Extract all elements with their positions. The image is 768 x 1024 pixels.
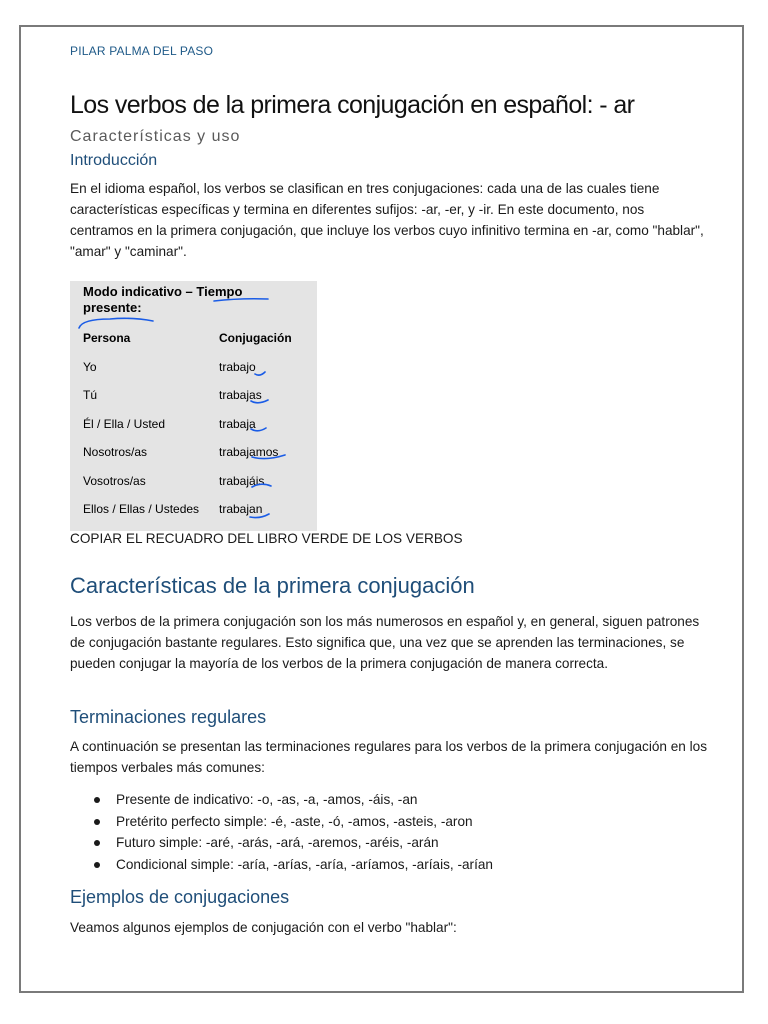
list-item: Futuro simple: -aré, -arás, -ará, -aremos, -aréis, -arán	[116, 832, 493, 854]
table-cell-persona: Vosotros/as	[83, 474, 146, 488]
table-cell-conjugacion: trabaja	[219, 417, 256, 431]
intro-paragraph: En el idioma español, los verbos se clasifican en tres conjugaciones: cada una de las cuales tiene características específicas y termina en diferentes sufijos: -ar, -er, y -ir. En este documento, nos centramos en la primera conjugación, que incluye los verbos cuyo infinitivo termina en -ar, como "hablar", "amar" y "caminar".	[70, 181, 704, 259]
underline-ending-as	[251, 400, 268, 403]
table-title-line-1: Modo indicativo – Tiempo	[83, 284, 243, 299]
table-cell-conjugacion: trabajan	[219, 502, 263, 516]
table-cell-persona: Tú	[83, 388, 98, 402]
table-cell-conjugacion: trabajas	[219, 388, 262, 402]
section-heading-caracteristicas: Características de la primera conjugación	[70, 573, 475, 598]
section-paragraph-caracteristicas: Los verbos de la primera conjugación son los más numerosos en español y, en general, siguen patrones de conjugación bastante regulares. Esto significa que, una vez que se aprenden las terminaciones, se pueden conjugar la mayoría de los verbos de la primera conjugación de manera correcta.	[70, 614, 700, 671]
table-cell-persona: Nosotros/as	[83, 445, 148, 459]
document-page	[19, 25, 744, 993]
underline-tiempo	[214, 299, 268, 301]
conjugation-table-image	[70, 281, 317, 531]
list-item: Condicional simple: -aría, -arías, -aría, -aríamos, -aríais, -arían	[116, 854, 493, 876]
table-cell-conjugacion: trabajáis	[219, 474, 265, 488]
table-header-conjugacion: Conjugación	[219, 331, 292, 345]
underline-presente	[79, 318, 153, 328]
author-name: PILAR PALMA DEL PASO	[70, 44, 214, 58]
table-cell-conjugacion: trabajamos	[219, 445, 279, 459]
document-subtitle: Características y uso	[70, 128, 241, 145]
underline-ending-ais	[252, 484, 271, 487]
intro-heading: Introducción	[70, 152, 158, 169]
table-cell-persona: Ellos / Ellas / Ustedes	[83, 502, 200, 516]
table-caption: COPIAR EL RECUADRO DEL LIBRO VERDE DE LOS VERBOS	[70, 531, 463, 546]
underline-ending-a	[251, 428, 266, 431]
list-item: Pretérito perfecto simple: -é, -aste, -ó, -amos, -asteis, -aron	[116, 811, 493, 833]
underline-ending-amos	[252, 455, 285, 459]
list-item: Presente de indicativo: -o, -as, -a, -amos, -áis, -an	[116, 789, 493, 811]
examples-paragraph: Veamos algunos ejemplos de conjugación con el verbo "hablar":	[70, 920, 457, 935]
underline-ending-o	[255, 372, 265, 375]
examples-heading: Ejemplos de conjugaciones	[70, 887, 290, 907]
table-title-line-2: presente:	[83, 300, 142, 315]
endings-paragraph: A continuación se presentan las terminaciones regulares para los verbos de la primera conjugación en los tiempos verbales más comunes:	[70, 739, 708, 775]
table-cell-persona: Él / Ella / Usted	[83, 417, 166, 431]
table-cell-conjugacion: trabajo	[219, 360, 256, 374]
endings-list	[70, 789, 493, 875]
underline-ending-an	[250, 514, 269, 518]
handwritten-underlines	[70, 281, 317, 531]
table-header-persona: Persona	[83, 331, 131, 345]
endings-heading: Terminaciones regulares	[70, 707, 267, 727]
document-title: Los verbos de la primera conjugación en español: - ar	[70, 91, 635, 119]
table-cell-persona: Yo	[83, 360, 97, 374]
